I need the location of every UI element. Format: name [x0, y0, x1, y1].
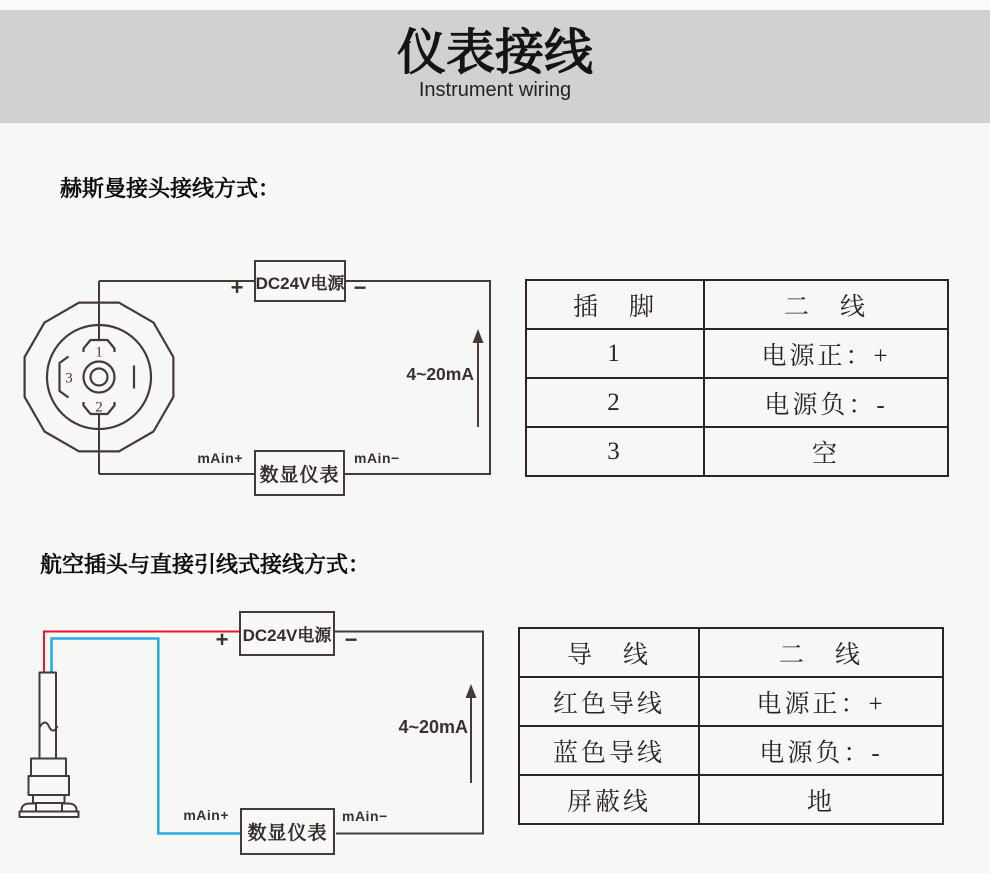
wire-table-header-twowire: 二 线: [699, 628, 943, 677]
sensor-base: [20, 812, 79, 818]
main-minus-label-2: mAin−: [342, 808, 388, 824]
page-subtitle: Instrument wiring: [418, 79, 572, 101]
pin2-number: 2: [95, 399, 103, 416]
table-row: [519, 628, 943, 677]
plus-label-2: +: [215, 627, 229, 652]
pin-cell: 1: [526, 329, 704, 378]
sensor-neck: [33, 795, 65, 803]
minus-label-1: −: [353, 275, 367, 300]
wire-function-cell: 空: [704, 427, 948, 476]
power-supply-box-1: DC24V电源: [254, 260, 346, 302]
table-row: [526, 378, 948, 427]
current-arrow-head-2: [466, 684, 477, 698]
table-row: [526, 329, 948, 378]
table-row: [519, 677, 943, 726]
connector-center-inner: [91, 369, 108, 386]
wire-function-cell: 电源负：-: [704, 378, 948, 427]
table-row: [519, 775, 943, 824]
page-title: 仪表接线: [396, 26, 593, 80]
sensor-foot-left: [22, 804, 37, 812]
wire-table-header-lead: 导 线: [519, 628, 699, 677]
sensor-cable: [40, 673, 57, 759]
main-minus-label-1: mAin−: [354, 450, 400, 466]
sensor-probe: [20, 673, 79, 818]
pin1-number: 1: [95, 344, 103, 361]
pin-table-header-pin: 插 脚: [526, 280, 704, 329]
current-arrow-head-1: [473, 329, 484, 343]
pin-cell: 3: [526, 427, 704, 476]
sensor-body-lower: [29, 776, 70, 795]
pin-table-header-twowire: 二 线: [704, 280, 948, 329]
section2-heading: 航空插头与直接引线式接线方式：: [40, 552, 371, 577]
lead-cell: 蓝色导线: [519, 726, 699, 775]
power-supply-box-2: DC24V电源: [239, 611, 335, 656]
digital-meter-box-2: 数显仪表: [240, 808, 335, 855]
lead-wire-table: [518, 627, 944, 825]
connector-center-outer: [84, 362, 115, 393]
table-row: [519, 726, 943, 775]
blue-wire: [52, 639, 241, 834]
digital-meter-box-1: 数显仪表: [254, 450, 345, 496]
current-range-label-2: 4~20mA: [398, 717, 468, 737]
wire-function-cell: 电源负：-: [699, 726, 943, 775]
table-row: [526, 280, 948, 329]
lead-cell: 屏蔽线: [519, 775, 699, 824]
plus-label-1: +: [230, 275, 244, 300]
current-range-label-1: 4~20mA: [406, 364, 474, 384]
main-plus-label-1: mAin+: [197, 450, 243, 466]
main-plus-label-2: mAin+: [183, 807, 229, 823]
pin3-number: 3: [65, 370, 73, 387]
wire-function-cell: 地: [699, 775, 943, 824]
hirschmann-connector: [25, 303, 174, 452]
table-row: [526, 427, 948, 476]
minus-label-2: −: [344, 627, 358, 652]
wire-function-cell: 电源正：+: [699, 677, 943, 726]
section1-heading: 赫斯曼接头接线方式：: [60, 176, 281, 201]
lead-cell: 红色导线: [519, 677, 699, 726]
pin-table: [525, 279, 949, 477]
wire-function-cell: 电源正：+: [704, 329, 948, 378]
pin-cell: 2: [526, 378, 704, 427]
sensor-foot-right: [62, 804, 77, 812]
sensor-body-upper: [31, 759, 66, 777]
